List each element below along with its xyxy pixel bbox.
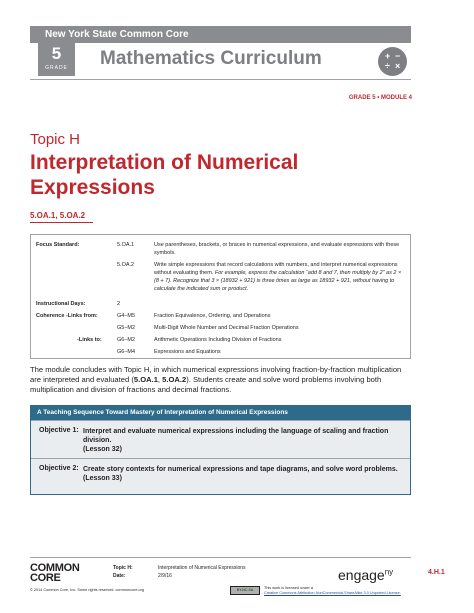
standards-underline (30, 222, 93, 223)
footer-divider (30, 557, 411, 558)
standards-table (30, 234, 411, 359)
divide-symbol: ÷ (385, 61, 390, 71)
intro-standard-2: 5.OA.2 (162, 375, 187, 384)
curriculum-title: Mathematics Curriculum (100, 48, 322, 69)
link-text-3: Arithmetic Operations Including Division of Fractions (154, 337, 282, 343)
link-code-4: G6–M4 (117, 349, 136, 355)
footer-date-value: 2/9/16 (158, 573, 172, 579)
header-divider (30, 79, 411, 80)
focus-text-1: Use parentheses, brackets, or braces in numerical expressions, and evaluate expressions with these symbols. (154, 242, 400, 256)
instructional-days-label: Instructional Days: (36, 301, 86, 307)
grade-word: GRADE (45, 65, 68, 71)
teaching-sequence-box (30, 405, 411, 495)
license-link[interactable]: Creative Commons Attribution-NonCommercial-ShareAlike 3.0 Unported License. (264, 591, 401, 595)
focus-text-2 (154, 261, 407, 293)
footer-date-label: Date: (113, 573, 126, 579)
intro-standard-1: 5.OA.1 (133, 375, 158, 384)
intro-text-1: The module concludes with Topic H, in which numerical expressions involving fraction-by-fraction multiplication are interpreted and evaluated ( (30, 365, 402, 384)
objective-label-2: Objective 2: (39, 465, 79, 472)
grade-module-label: GRADE 5 • MODULE 4 (348, 95, 412, 101)
math-operators-icon (378, 47, 407, 76)
objective-row-1 (31, 420, 410, 458)
footer-topic-label: Topic H: (113, 565, 133, 571)
minus-symbol: − (395, 51, 401, 61)
copyright-notice: © 2014 Common Core, Inc. Some rights reserved. commoncore.org (30, 588, 145, 592)
objective-text-1 (83, 427, 398, 454)
link-code-2: G5–M2 (117, 325, 136, 331)
objective-row-2 (31, 458, 410, 494)
teaching-sequence-header: A Teaching Sequence Toward Mastery of Interpretation of Numerical Expressions (31, 406, 410, 420)
engageny-logo (338, 567, 393, 583)
license-line: This work is licensed under a (264, 586, 313, 590)
focus-text-2-main: Write simple expressions that record calculations with numbers, and interpret numerical expressions without evaluating them. (154, 262, 398, 276)
objective-text-2 (83, 465, 398, 483)
grade-number: 5 (51, 44, 62, 63)
header-banner: New York State Common Core (30, 26, 411, 43)
link-text-1: Fraction Equivalence, Ordering, and Operations (154, 313, 271, 319)
objective-label-1: Objective 1: (39, 427, 79, 434)
focus-standard-label: Focus Standard: (36, 242, 80, 248)
link-code-1: G4–M5 (117, 313, 136, 319)
engage-text: engage (338, 567, 385, 583)
coherence-links-from-label: Coherence -Links from: (36, 313, 98, 319)
link-text-4: Expressions and Equations (154, 349, 221, 355)
focus-code-2: 5.OA.2 (117, 262, 135, 268)
footer-topic-value: Interpretation of Numerical Expressions (158, 565, 246, 571)
link-code-3: G6–M2 (117, 337, 136, 343)
focus-text-2-example: For example, express the calculation “add 8 and 7, then multiply by 2” as 2 × (8 + 7). Recognize that 3 × (18932 + 921) is three times as large as 18932 + 921, without having to calculate the indicated sum or product. (154, 270, 402, 292)
focus-code-1: 5.OA.1 (117, 242, 135, 248)
logo-line-1: COMMON (30, 562, 80, 574)
intro-paragraph (30, 365, 411, 395)
intro-text-2: ). Students create and solve word problems involving both multiplication and division of fractions and decimal fractions. (30, 375, 382, 394)
topic-standards: 5.OA.1, 5.OA.2 (30, 211, 86, 220)
links-to-label: -Links to: (77, 337, 102, 343)
topic-title: Interpretation of Numerical Expressions (30, 151, 299, 199)
engage-sup: ny (384, 567, 394, 577)
logo-line-2: CORE (30, 572, 61, 584)
times-symbol: × (395, 61, 401, 71)
common-core-logo (30, 563, 80, 583)
plus-symbol: + (385, 51, 391, 61)
topic-label: Topic H (30, 131, 81, 148)
cc-license-badge: BY-NC-SA (230, 586, 260, 595)
intro-separator: , (157, 375, 163, 384)
objective-lesson-2: (Lesson 33) (83, 475, 122, 482)
instructional-days-value: 2 (117, 301, 121, 307)
objective-desc-2: Create story contexts for numerical expressions and tape diagrams, and solve word problems. (83, 466, 398, 473)
objective-desc-1: Interpret and evaluate numerical expressions including the language of scaling and fraction division. (83, 428, 389, 444)
license-text (264, 586, 414, 596)
link-text-2: Multi-Digit Whole Number and Decimal Fraction Operations (154, 325, 299, 331)
objective-lesson-1: (Lesson 32) (83, 446, 122, 453)
page-number: 4.H.1 (428, 569, 445, 576)
